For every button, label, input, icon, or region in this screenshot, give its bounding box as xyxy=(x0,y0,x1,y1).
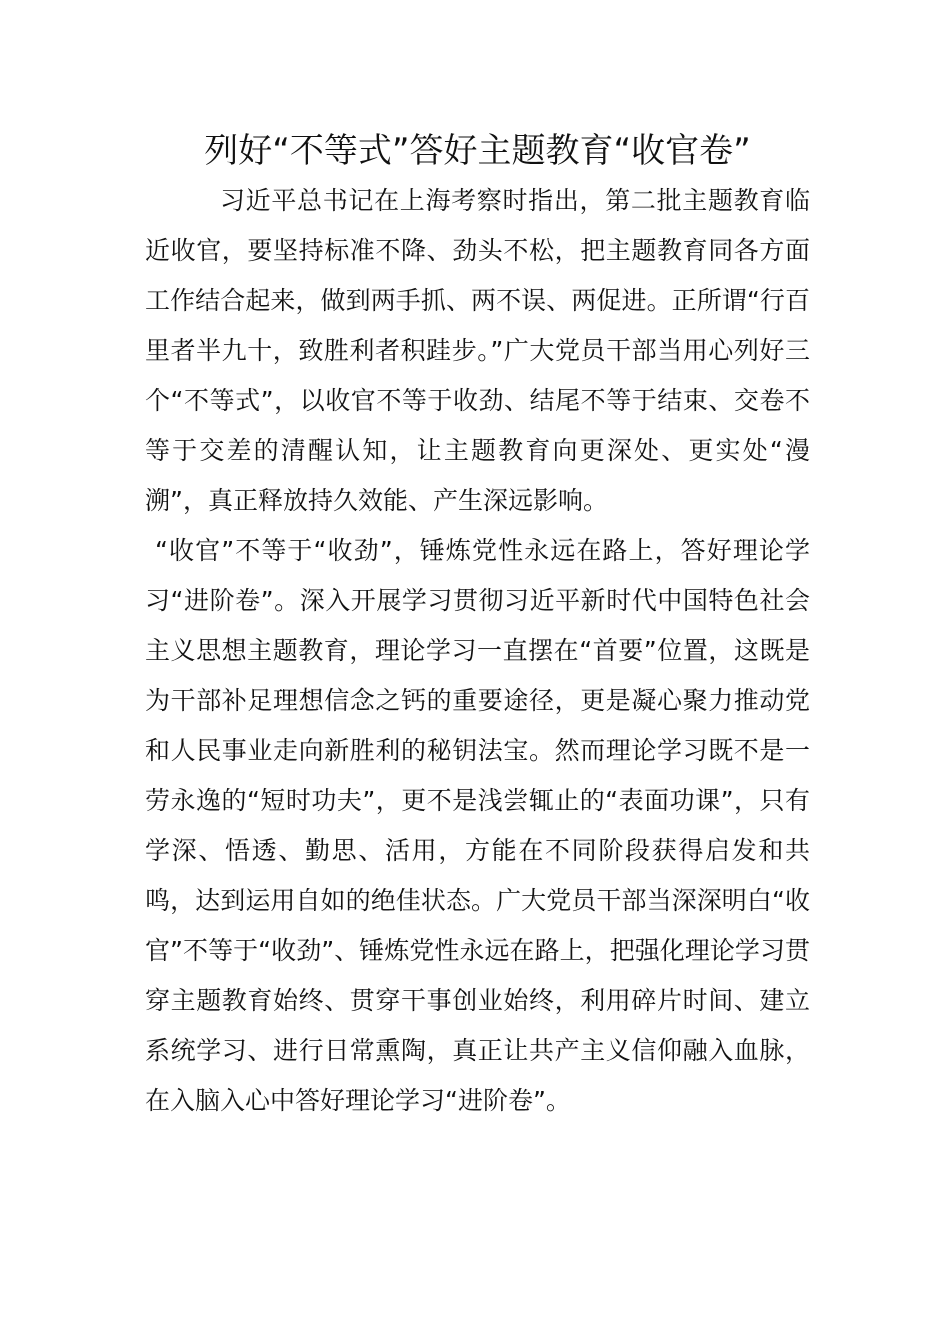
document-title: 列好“不等式”答好主题教育“收官卷” xyxy=(204,131,751,171)
document-body xyxy=(145,176,810,1126)
paragraph-1: 习近平总书记在上海考察时指出，第二批主题教育临近收官，要坚持标准不降、劲头不松，把主题教育同各方面工作结合起来，做到两手抓、两不误、两促进。正所谓“行百里者半九十，致胜利者积跬步。”广大党员干部当用心列好三个“不等式”，以收官不等于收劲、结尾不等于结束、交卷不等于交差的清醒认知，让主题教育向更深处、更实处“漫溯”，真正释放持久效能、产生深远影响。 xyxy=(145,186,810,515)
paragraph-2: “收官”不等于“收劲”，锤炼党性永远在路上，答好理论学习“进阶卷”。深入开展学习贯彻习近平新时代中国特色社会主义思想主题教育，理论学习一直摆在“首要”位置，这既是为干部补足理想信念之钙的重要途径，更是凝心聚力推动党和人民事业走向新胜利的秘钥法宝。然而理论学习既不是一劳永逸的“短时功夫”，更不是浅尝辄止的“表面功课”，只有学深、悟透、勤思、活用，方能在不同阶段获得启发和共鸣，达到运用自如的绝佳状态。广大党员干部当深深明白“收官”不等于“收劲”、锤炼党性永远在路上，把强化理论学习贯穿主题教育始终、贯穿干事创业始终，利用碎片时间、建立系统学习、进行日常熏陶，真正让共产主义信仰融入血脉，在入脑入心中答好理论学习“进阶卷”。 xyxy=(145,536,810,1115)
